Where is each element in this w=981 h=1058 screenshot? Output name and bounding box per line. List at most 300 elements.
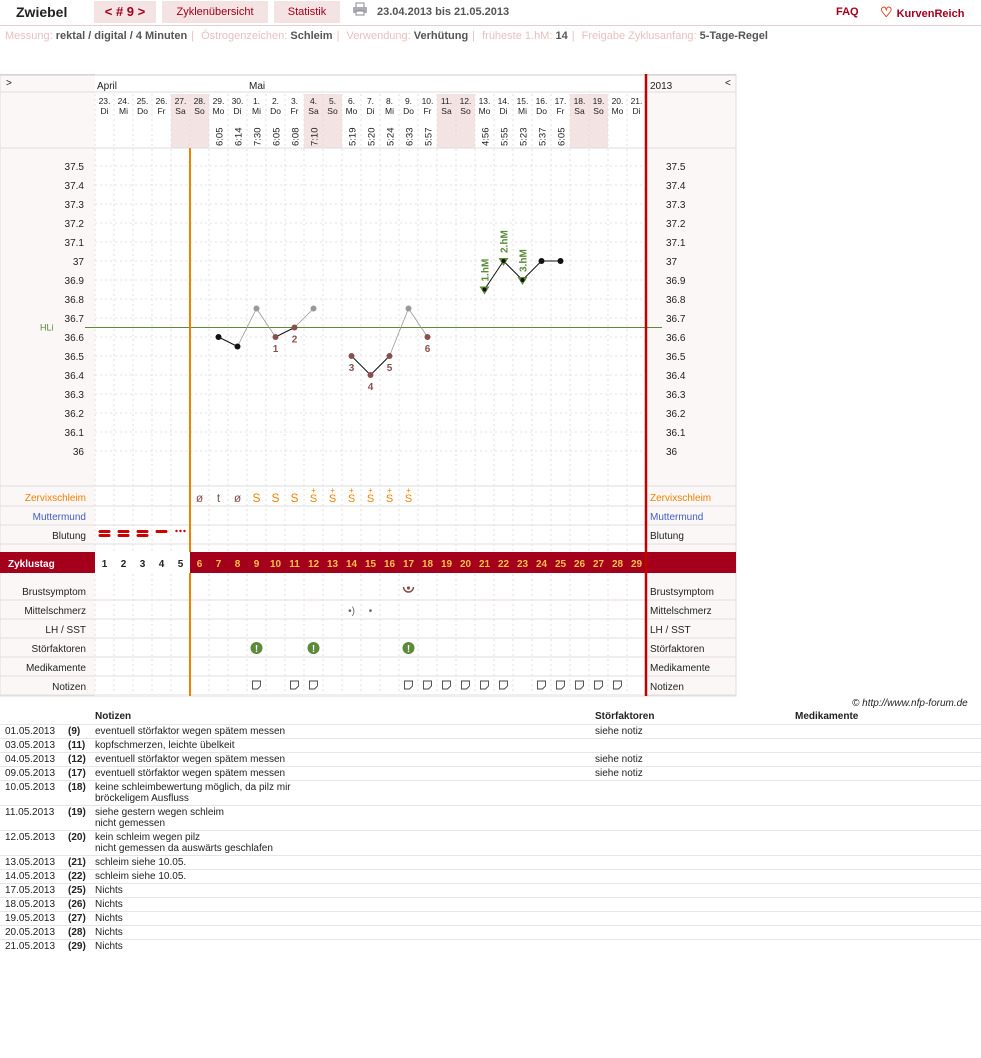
mucus-symbol: S — [385, 493, 394, 505]
time-label: 5:19 — [347, 127, 359, 146]
hm-label: 1.hM — [480, 258, 492, 282]
weekday-label: Sa — [574, 106, 585, 116]
time-label: 5:57 — [423, 127, 435, 146]
cycle-day-number: 13 — [326, 559, 339, 570]
note-date: 12.05.2013 — [0, 830, 68, 855]
top-bar — [0, 0, 981, 26]
bleeding-heavy — [137, 530, 149, 533]
note-icon — [576, 681, 584, 689]
day-label: 24. — [117, 96, 130, 106]
weekday-label: Fr — [556, 106, 565, 116]
day-label: 23. — [98, 96, 111, 106]
note-text: Nichts — [95, 939, 595, 953]
y-tick-label: 37.5 — [64, 162, 84, 173]
note-stoer — [595, 869, 795, 883]
time-label: 5:55 — [499, 127, 511, 146]
y-tick-label-right: 37.2 — [666, 219, 686, 230]
nav-prev-icon: > — [6, 78, 12, 89]
note-cycle-day: (9) — [68, 724, 95, 738]
temp-point — [216, 334, 222, 340]
coverline-label: HLi — [40, 322, 54, 333]
mucus-plus: + — [387, 486, 392, 495]
time-label: 6:05 — [271, 127, 283, 146]
note-date: 14.05.2013 — [0, 869, 68, 883]
notes-table — [0, 710, 981, 953]
info-key: Freigabe Zyklusanfang: — [581, 30, 697, 42]
table-row — [0, 830, 981, 855]
weekday-label: So — [460, 106, 471, 116]
weekday-label: Sa — [175, 106, 186, 116]
note-cycle-day: (20) — [68, 830, 95, 855]
cycle-day-number: 24 — [535, 559, 548, 570]
day-label: 15. — [516, 96, 529, 106]
note-date: 10.05.2013 — [0, 780, 68, 805]
day-label: 10. — [421, 96, 434, 106]
y-tick-label-right: 37.1 — [666, 238, 686, 249]
table-row — [0, 766, 981, 780]
cycle-day-number: 29 — [630, 559, 643, 570]
bleeding-heavy — [118, 534, 130, 537]
mucus-symbol: S — [309, 493, 318, 505]
note-medi — [795, 724, 981, 738]
note-cycle-day: (26) — [68, 897, 95, 911]
row-label-right-stoer: Störfaktoren — [650, 644, 705, 655]
weekday-label: Sa — [308, 106, 319, 116]
row-label-right-lh: LH / SST — [650, 625, 691, 636]
mucus-plus: + — [349, 486, 354, 495]
day-label: 9. — [404, 96, 413, 106]
cycle-chart-svg — [0, 74, 740, 698]
low-temp-label: 4 — [367, 382, 374, 393]
row-label-right-zervix: Zervixschleim — [650, 493, 712, 504]
temp-point — [406, 306, 412, 312]
note-stoer — [595, 855, 795, 869]
mucus-symbol: t — [216, 491, 221, 505]
brand-link[interactable] — [880, 1, 964, 23]
note-cycle-day: (22) — [68, 869, 95, 883]
mittelschmerz-icon: •) — [348, 606, 355, 617]
cycle-day-number: 5 — [177, 559, 184, 570]
bleeding-heavy — [137, 534, 149, 537]
time-label: 4:56 — [480, 127, 492, 146]
note-stoer — [595, 805, 795, 830]
row-label-brust: Brustsymptom — [22, 587, 86, 598]
weekday-label: Mo — [478, 106, 491, 116]
bleeding-spotting — [183, 530, 185, 532]
table-row — [0, 869, 981, 883]
weekday-label: Di — [499, 106, 508, 116]
nav-next-icon: < — [725, 78, 731, 89]
y-tick-label: 37.1 — [64, 238, 84, 249]
note-date: 20.05.2013 — [0, 925, 68, 939]
note-medi — [795, 752, 981, 766]
y-tick-label: 36.2 — [64, 409, 84, 420]
user-name: Zwiebel — [16, 4, 68, 20]
note-cycle-day: (17) — [68, 766, 95, 780]
weekday-label: So — [194, 106, 205, 116]
measurement-info: Messung: rektal / digital / 4 Minuten | Östrogenzeichen: Schleim | Verwendung: Verhütung | früheste 1.hM: 14 | Freigabe Zyklusanfang: 5-Tage-Regel — [5, 30, 768, 42]
info-value: 14 — [555, 30, 568, 42]
note-text: Nichts — [95, 911, 595, 925]
y-tick-label: 36.8 — [64, 295, 84, 306]
low-temp-label: 2 — [291, 334, 298, 346]
row-label-zervix: Zervixschleim — [24, 493, 86, 504]
y-tick-label: 37 — [72, 257, 84, 268]
note-date: 18.05.2013 — [0, 897, 68, 911]
note-date: 09.05.2013 — [0, 766, 68, 780]
note-date: 19.05.2013 — [0, 911, 68, 925]
note-stoer: siehe notiz — [595, 752, 795, 766]
note-medi — [795, 830, 981, 855]
weekday-label: Fr — [157, 106, 166, 116]
y-tick-label-right: 36.9 — [666, 276, 686, 287]
table-row — [0, 780, 981, 805]
y-tick-label-right: 36.3 — [666, 390, 686, 401]
note-icon — [310, 681, 318, 689]
day-label: 14. — [497, 96, 510, 106]
cycle-day-number: 11 — [289, 559, 300, 570]
day-label: 29. — [212, 96, 225, 106]
note-icon — [500, 681, 508, 689]
cycle-chart — [0, 74, 740, 698]
y-tick-label: 36.7 — [64, 314, 84, 325]
time-label: 6:08 — [290, 127, 302, 146]
cycle-day-number: 26 — [573, 559, 586, 570]
note-medi — [795, 883, 981, 897]
info-value: Verhütung — [413, 30, 469, 42]
medi-header: Medikamente — [795, 711, 859, 723]
note-icon — [462, 681, 470, 689]
day-label: 21. — [630, 96, 643, 106]
note-cycle-day: (28) — [68, 925, 95, 939]
note-text: schleim siehe 10.05. — [95, 869, 595, 883]
table-row — [0, 883, 981, 897]
info-key: Östrogenzeichen: — [201, 30, 288, 42]
cycle-day-number: 27 — [592, 559, 605, 570]
note-date: 11.05.2013 — [0, 805, 68, 830]
note-date: 03.05.2013 — [0, 738, 68, 752]
y-tick-label: 36.5 — [64, 352, 84, 363]
row-label-muttermund: Muttermund — [32, 512, 86, 523]
bleeding-medium — [156, 530, 168, 533]
row-label-zyklustag: Zyklustag — [8, 559, 55, 570]
temp-point — [368, 372, 374, 378]
cycle-day-number: 28 — [611, 559, 624, 570]
cycle-day-number: 19 — [440, 559, 453, 570]
faq-link[interactable]: FAQ — [836, 6, 859, 18]
temp-point — [558, 258, 564, 264]
note-text: kopfschmerzen, leichte übelkeit — [95, 738, 595, 752]
cycle-day-number: 23 — [516, 559, 529, 570]
info-key: früheste 1.hM: — [482, 30, 553, 42]
temp-point-center — [483, 288, 487, 292]
temp-point — [273, 334, 279, 340]
mucus-symbol: S — [290, 491, 299, 505]
note-icon — [405, 681, 413, 689]
day-label: 25. — [136, 96, 149, 106]
weekday-label: Mo — [345, 106, 358, 116]
note-stoer — [595, 911, 795, 925]
note-stoer — [595, 780, 795, 805]
note-date: 01.05.2013 — [0, 724, 68, 738]
row-label-right-mittel: Mittelschmerz — [650, 606, 712, 617]
month-label: April — [97, 81, 118, 92]
y-tick-label-right: 37.4 — [666, 181, 686, 192]
day-label: 1. — [252, 96, 261, 106]
date-range: 23.04.2013 bis 21.05.2013 — [377, 6, 510, 18]
temp-point — [292, 325, 298, 331]
cycle-day-number: 6 — [196, 559, 203, 570]
table-row — [0, 724, 981, 738]
brand-name: KurvenReich — [896, 8, 965, 20]
breast-symptom-dot — [407, 586, 410, 589]
weekday-label: Di — [100, 106, 109, 116]
cycle-day-number: 9 — [253, 559, 260, 570]
y-tick-label-right: 36.2 — [666, 409, 686, 420]
table-row — [0, 855, 981, 869]
row-label-blutung: Blutung — [52, 531, 86, 542]
note-medi — [795, 925, 981, 939]
info-value: 5-Tage-Regel — [699, 30, 768, 42]
row-label-right-notizen: Notizen — [650, 682, 684, 693]
y-tick-label: 37.3 — [64, 200, 84, 211]
table-row — [0, 752, 981, 766]
y-tick-label: 36.6 — [64, 333, 84, 344]
cycle-day-number: 17 — [402, 559, 415, 570]
stoer-header: Störfaktoren — [595, 711, 655, 723]
y-tick-label-right: 36.5 — [666, 352, 686, 363]
cycle-day-number: 12 — [307, 559, 320, 570]
tab-cycle-overview[interactable]: Zyklenübersicht — [162, 1, 268, 23]
row-label-right-medi: Medikamente — [650, 663, 711, 674]
y-tick-label-right: 37 — [666, 257, 678, 268]
hm-label: 2.hM — [499, 230, 511, 253]
row-label-stoer: Störfaktoren — [31, 644, 86, 655]
weekday-label: So — [327, 106, 338, 116]
weekday-label: Mi — [518, 106, 527, 116]
cycle-day-number: 3 — [139, 559, 146, 570]
day-label: 30. — [231, 96, 244, 106]
cycle-day-number: 4 — [158, 559, 165, 570]
mucus-symbol: S — [252, 491, 261, 505]
day-label: 26. — [155, 96, 168, 106]
note-text: eventuell störfaktor wegen spätem messen — [95, 766, 595, 780]
mucus-plus: + — [330, 486, 335, 495]
mucus-plus: + — [311, 486, 316, 495]
note-stoer — [595, 897, 795, 911]
note-cycle-day: (25) — [68, 883, 95, 897]
info-value: rektal / digital / 4 Minuten — [55, 30, 188, 42]
note-date: 17.05.2013 — [0, 883, 68, 897]
cycle-day-number: 21 — [478, 559, 491, 570]
table-row — [0, 897, 981, 911]
stoerfaktor-mark: ! — [254, 644, 259, 655]
weekday-label: Do — [137, 106, 148, 116]
mucus-symbol: S — [271, 491, 280, 505]
stoerfaktor-mark: ! — [311, 644, 316, 655]
cycle-day-number: 2 — [120, 559, 127, 570]
day-label: 5. — [328, 96, 337, 106]
bleeding-heavy — [99, 530, 111, 533]
weekday-label: Mo — [212, 106, 225, 116]
weekday-label: Di — [632, 106, 641, 116]
hm-label: 3.hM — [518, 249, 530, 272]
mucus-symbol: S — [328, 493, 337, 505]
note-cycle-day: (29) — [68, 939, 95, 953]
row-label-notizen: Notizen — [52, 682, 86, 693]
row-label-right-blutung: Blutung — [650, 531, 684, 542]
table-row — [0, 738, 981, 752]
cycle-day-number: 25 — [554, 559, 567, 570]
mucus-symbol: S — [347, 493, 356, 505]
row-label-right-brust: Brustsymptom — [650, 587, 714, 598]
y-tick-label: 36.1 — [64, 428, 84, 439]
day-label: 20. — [611, 96, 624, 106]
note-text: schleim siehe 10.05. — [95, 855, 595, 869]
y-tick-label-right: 36 — [666, 447, 678, 458]
day-label: 7. — [366, 96, 375, 106]
low-temp-label: 1 — [272, 344, 279, 355]
note-cycle-day: (21) — [68, 855, 95, 869]
mucus-plus: + — [368, 486, 373, 495]
note-medi — [795, 869, 981, 883]
bleeding-heavy — [118, 530, 130, 533]
y-tick-label-right: 36.6 — [666, 333, 686, 344]
note-icon — [443, 681, 451, 689]
day-label: 12. — [459, 96, 472, 106]
note-icon — [614, 681, 622, 689]
cycle-day-number: 20 — [459, 559, 472, 570]
note-text: Nichts — [95, 897, 595, 911]
low-temp-label: 5 — [386, 363, 393, 374]
notes-header: Notizen — [95, 711, 132, 723]
cycle-day-number: 8 — [234, 559, 241, 570]
time-label: 6:05 — [214, 127, 226, 146]
cycle-day-number: 10 — [269, 559, 282, 570]
day-label: 28. — [193, 96, 206, 106]
note-cycle-day: (19) — [68, 805, 95, 830]
note-cycle-day: (12) — [68, 752, 95, 766]
day-label: 16. — [535, 96, 548, 106]
table-row — [0, 911, 981, 925]
note-stoer: siehe notiz — [595, 724, 795, 738]
time-label: 6:14 — [233, 127, 245, 146]
temp-point — [387, 353, 393, 359]
note-stoer: siehe notiz — [595, 766, 795, 780]
time-label: 6:33 — [404, 127, 416, 146]
y-tick-label: 37.2 — [64, 219, 84, 230]
note-cycle-day: (18) — [68, 780, 95, 805]
weekday-label: Mi — [119, 106, 128, 116]
note-icon — [253, 681, 261, 689]
mittelschmerz-icon: • — [368, 606, 373, 617]
temp-point — [539, 258, 545, 264]
cycle-day-number: 14 — [345, 559, 358, 570]
cycle-day-number: 16 — [383, 559, 396, 570]
cycle-day-number: 18 — [421, 559, 434, 570]
y-tick-label-right: 36.4 — [666, 371, 686, 382]
bleeding-spotting — [175, 530, 177, 532]
y-tick-label-right: 36.8 — [666, 295, 686, 306]
mucus-symbol: S — [366, 493, 375, 505]
table-row — [0, 939, 981, 953]
printer-icon[interactable] — [352, 1, 370, 23]
note-medi — [795, 738, 981, 752]
y-tick-label: 37.4 — [64, 181, 84, 192]
day-label: 2. — [271, 96, 280, 106]
time-label: 7:10 — [309, 127, 321, 146]
time-label: 6:05 — [556, 127, 568, 146]
month-label: Mai — [249, 81, 266, 92]
time-label: 5:24 — [385, 127, 397, 146]
y-tick-label-right: 37.3 — [666, 200, 686, 211]
y-tick-label: 36 — [72, 447, 84, 458]
note-icon — [595, 681, 603, 689]
row-label-lh: LH / SST — [45, 625, 86, 636]
note-medi — [795, 855, 981, 869]
note-text: keine schleimbewertung möglich, da pilz mir bröckeligem Ausfluss — [95, 780, 595, 805]
note-stoer — [595, 830, 795, 855]
note-cycle-day: (27) — [68, 911, 95, 925]
info-value: Schleim — [290, 30, 333, 42]
day-label: 19. — [592, 96, 605, 106]
temp-point — [349, 353, 355, 359]
mucus-symbol: S — [404, 493, 413, 505]
cycle-day-number: 1 — [101, 559, 108, 570]
temp-point — [235, 344, 241, 350]
day-label: 17. — [554, 96, 567, 106]
row-label-medi: Medikamente — [25, 663, 86, 674]
time-label: 7:30 — [252, 127, 264, 146]
mucus-symbol: ø — [195, 491, 204, 505]
day-label: 11. — [440, 96, 453, 106]
y-tick-label-right: 36.1 — [666, 428, 686, 439]
temp-point — [254, 306, 260, 312]
y-tick-label: 36.3 — [64, 390, 84, 401]
row-label-right-muttermund: Muttermund — [650, 512, 704, 523]
note-icon — [538, 681, 546, 689]
note-icon — [557, 681, 565, 689]
note-medi — [795, 805, 981, 830]
note-medi — [795, 780, 981, 805]
note-stoer — [595, 925, 795, 939]
note-text: Nichts — [95, 883, 595, 897]
temp-point-center — [521, 278, 525, 282]
y-tick-label: 36.9 — [64, 276, 84, 287]
y-tick-label-right: 37.5 — [666, 162, 686, 173]
cycle-day-number: 7 — [215, 559, 222, 570]
cycle-selector[interactable]: < # 9 > — [94, 1, 156, 23]
note-date: 21.05.2013 — [0, 939, 68, 953]
note-date: 13.05.2013 — [0, 855, 68, 869]
day-label: 27. — [174, 96, 187, 106]
tab-statistics[interactable]: Statistik — [274, 1, 340, 23]
bleeding-heavy — [99, 534, 111, 537]
weekday-label: Do — [403, 106, 414, 116]
weekday-label: Fr — [290, 106, 299, 116]
weekday-label: Do — [536, 106, 547, 116]
time-label: 5:20 — [366, 127, 378, 146]
day-label: 18. — [573, 96, 586, 106]
y-tick-label: 36.4 — [64, 371, 84, 382]
row-label-mittel: Mittelschmerz — [24, 606, 86, 617]
note-medi — [795, 939, 981, 953]
y-tick-label-right: 36.7 — [666, 314, 686, 325]
heart-logo-icon: ♡ — [880, 4, 893, 20]
bleeding-spotting — [179, 530, 181, 532]
year-label: 2013 — [650, 81, 673, 92]
info-key: Messung: — [5, 30, 53, 42]
